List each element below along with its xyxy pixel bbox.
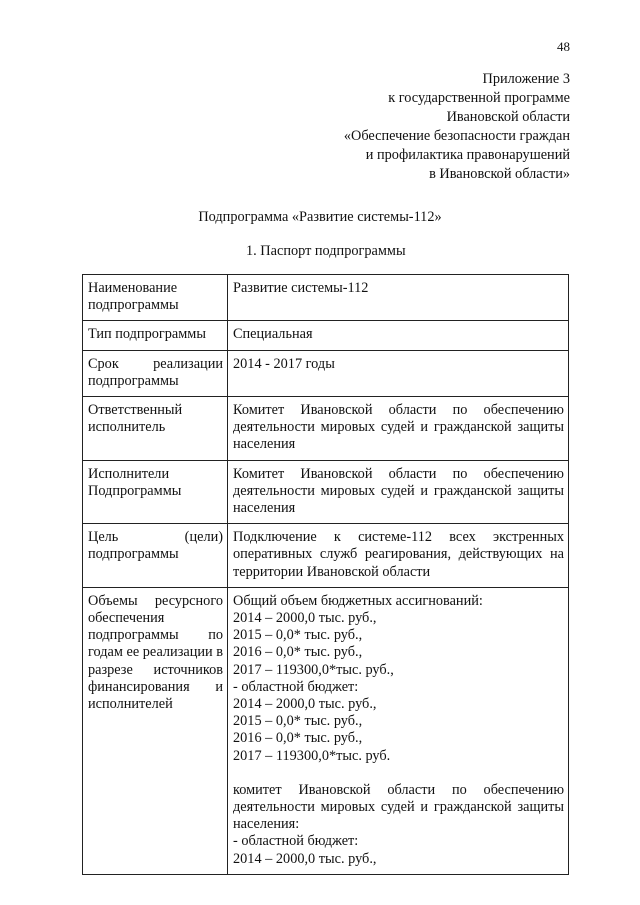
row-label: Срок реализации подпрограммы [83, 350, 228, 396]
value-line: Подключение к системе-112 всех экстренных оперативных служб реагирования, действующих на территории Ивановской области [233, 529, 564, 580]
value-line: 2014 – 2000,0 тыс. руб., [233, 850, 377, 867]
table-row [83, 587, 569, 874]
row-value [228, 524, 569, 588]
table-row [83, 397, 569, 461]
row-value [228, 587, 569, 874]
table-row [83, 350, 569, 396]
value-line: 2017 – 119300,0*тыс. руб., [233, 661, 394, 678]
value-line: 2016 – 0,0* тыс. руб., [233, 730, 363, 747]
row-label: Ответственный исполнитель [83, 397, 228, 461]
value-line: Специальная [233, 326, 313, 343]
row-label: Наименование подпрограммы [83, 275, 228, 321]
row-value [228, 321, 569, 350]
value-line: 2015 – 0,0* тыс. руб., [233, 627, 363, 644]
appendix-heading [344, 70, 570, 184]
value-line: 2017 – 119300,0*тыс. руб. [233, 747, 391, 764]
appendix-line: и профилактика правонарушений [365, 147, 570, 163]
appendix-line: Ивановской области [446, 109, 570, 125]
table-row [83, 460, 569, 524]
value-line: комитет Ивановской области по обеспечению деятельности мировых судей и гражданской защиты населения: [233, 781, 564, 833]
value-line: 2016 – 0,0* тыс. руб., [233, 644, 363, 661]
passport-table [82, 274, 569, 875]
appendix-line: к государственной программе [388, 90, 570, 106]
row-label: Исполнители Подпрограммы [83, 460, 228, 524]
value-line: Общий объем бюджетных ассигнований: [233, 592, 483, 609]
appendix-line: «Обеспечение безопасности граждан [343, 128, 570, 144]
value-line: Развитие системы-112 [233, 280, 369, 296]
value-line: 2015 – 0,0* тыс. руб., [233, 713, 363, 730]
value-line: 2014 – 2000,0 тыс. руб., [233, 610, 377, 627]
page-number: 48 [557, 39, 570, 54]
value-line: 2014 – 2000,0 тыс. руб., [233, 696, 377, 713]
table-row [83, 524, 569, 588]
appendix-line: Приложение 3 [482, 71, 570, 87]
table-row [83, 275, 569, 321]
subprogram-title: Подпрограмма «Развитие системы-112» [198, 209, 442, 225]
value-line: - областной бюджет: [233, 833, 359, 850]
row-value [228, 350, 569, 396]
appendix-line: в Ивановской области» [429, 166, 570, 182]
row-value [228, 275, 569, 321]
value-gap [233, 765, 564, 782]
row-value [228, 397, 569, 461]
row-label: Цель (цели) подпрограммы [83, 524, 228, 588]
section-title: 1. Паспорт подпрограммы [246, 243, 406, 259]
value-line: 2014 - 2017 годы [233, 355, 335, 372]
value-line: - областной бюджет: [233, 678, 359, 695]
row-label: Объемы ресурсного обеспечения подпрограммы по годам ее реализации в разрезе источников финансирования и исполнителей [83, 587, 228, 874]
value-line: Комитет Ивановской области по обеспечению деятельности мировых судей и гражданской защиты населения [233, 402, 564, 453]
row-value [228, 460, 569, 524]
value-line: Комитет Ивановской области по обеспечению деятельности мировых судей и гражданской защиты населения [233, 465, 564, 517]
table-row [83, 321, 569, 350]
row-label: Тип подпрограммы [83, 321, 228, 350]
